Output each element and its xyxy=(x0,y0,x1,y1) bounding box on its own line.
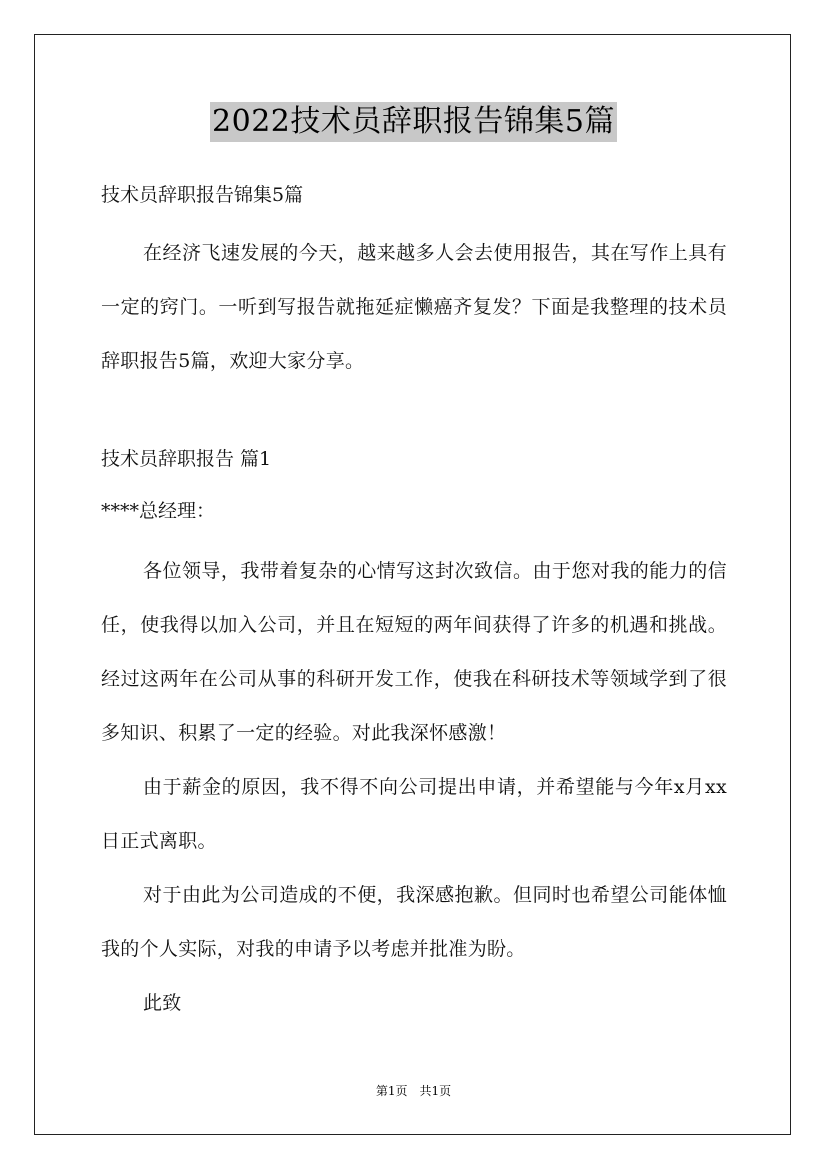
title-container xyxy=(0,102,827,142)
document-body xyxy=(101,176,727,1030)
body-paragraph-3: 对于由此为公司造成的不便，我深感抱歉。但同时也希望公司能体恤我的个人实际，对我的申请予以考虑并批准为盼。 xyxy=(101,884,727,960)
section-heading: 技术员辞职报告 篇1 xyxy=(101,448,272,470)
document-subtitle: 技术员辞职报告锦集5篇 xyxy=(101,184,304,206)
document-title: 2022技术员辞职报告锦集5篇 xyxy=(210,102,617,142)
closing-line: 此致 xyxy=(143,992,182,1014)
body-paragraph-1: 各位领导，我带着复杂的心情写这封次致信。由于您对我的能力的信任，使我得以加入公司，并且在短短的两年间获得了许多的机遇和挑战。经过这两年在公司从事的科研开发工作，使我在科研技术等领域学到了很多知识、积累了一定的经验。对此我深怀感激！ xyxy=(101,560,727,744)
salutation: ****总经理： xyxy=(101,500,216,522)
body-paragraph-2: 由于薪金的原因，我不得不向公司提出申请，并希望能与今年x月xx日正式离职。 xyxy=(101,776,727,852)
page-footer: 第1页 共1页 xyxy=(375,1084,452,1098)
intro-paragraph: 在经济飞速发展的今天，越来越多人会去使用报告，其在写作上具有一定的窍门。一听到写报告就拖延症懒癌齐复发？下面是我整理的技术员辞职报告5篇，欢迎大家分享。 xyxy=(101,242,727,372)
